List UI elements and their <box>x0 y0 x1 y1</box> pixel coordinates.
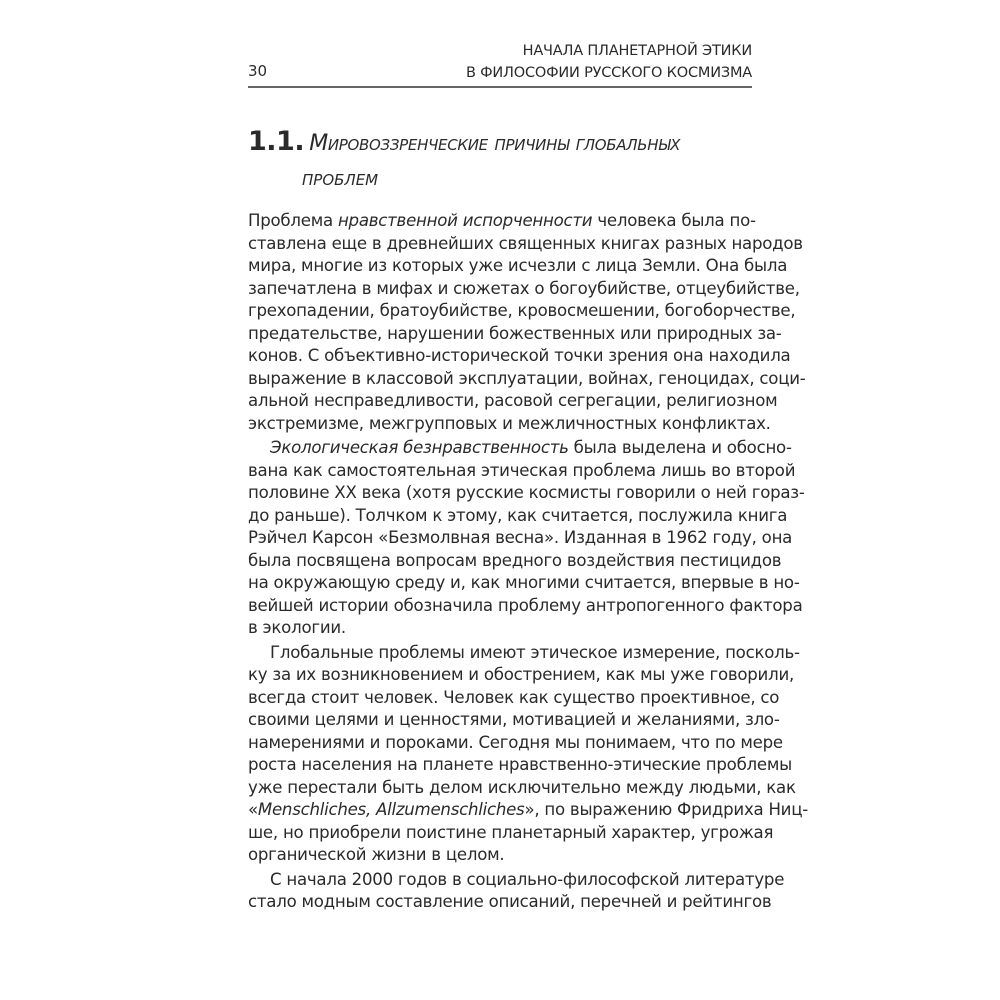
text-line <box>248 617 752 640</box>
text-segment: экстремизме, межгрупповых и межличностных конфликтах. <box>248 413 771 433</box>
text-line <box>248 642 800 665</box>
header-rule <box>248 86 752 88</box>
text-line <box>248 822 774 845</box>
text-segment: конов. С объективно-исторической точки зрения она находила <box>248 346 791 365</box>
paragraph <box>248 869 785 914</box>
text-line <box>248 278 800 301</box>
text-segment: человека была по- <box>592 211 756 230</box>
text-line <box>248 799 808 822</box>
running-header-line: НАЧАЛА ПЛАНЕТАРНОЙ ЭТИКИ <box>522 43 752 59</box>
text-segment: стало модным составление описаний, перечней и рейтингов <box>248 892 772 911</box>
page-number: 30 <box>248 62 268 80</box>
text-line <box>248 482 805 505</box>
text-line <box>248 255 788 278</box>
section-number: 1.1. <box>248 126 305 157</box>
text-segment: Глобальные проблемы имеют этическое измерение, посколь- <box>270 642 800 662</box>
text-segment: была посвящена вопросам вредного воздействия пестицидов <box>248 550 782 570</box>
emphasized-text: Menschliches, Allzumenschliches <box>257 800 525 819</box>
text-segment: половине XX века (хотя русские космисты говорили о ней гораз- <box>248 483 805 502</box>
paragraph <box>248 210 806 435</box>
text-segment: намерениями и пороками. Сегодня мы понимаем, что по мере <box>248 732 783 752</box>
text-segment: Рэйчел Карсон «Безмолвная весна». Изданная в 1962 году, она <box>248 528 793 547</box>
section-title-line2: проблем <box>302 166 379 191</box>
text-line <box>248 754 792 777</box>
text-line <box>248 437 792 460</box>
text-segment: мира, многие из которых уже исчезли с лица Земли. Она была <box>248 256 788 275</box>
text-line <box>248 709 780 732</box>
paragraph <box>248 642 808 867</box>
text-segment: ку за их возникновением и обострением, как мы уже говорили, <box>248 665 795 684</box>
text-segment: вана как самостоятельная этическая проблема лишь во второй <box>248 460 796 480</box>
text-segment: своими целями и ценностями, мотивацией и желаниями, зло- <box>248 710 780 729</box>
text-line <box>248 233 803 256</box>
text-segment: была выделена и обосно- <box>568 438 792 457</box>
text-line <box>248 210 756 233</box>
text-line <box>248 732 783 755</box>
section-title <box>309 131 680 156</box>
text-line <box>248 390 778 413</box>
text-segment: всегда стоит человек. Человек как существо проективное, со <box>248 687 780 707</box>
text-line <box>248 527 793 550</box>
text-segment: запечатлена в мифах и сюжетах о богоубийстве, отцеубийстве, <box>248 278 800 298</box>
text-segment: выражение в классовой эксплуатации, войнах, геноцидах, соци- <box>248 368 806 388</box>
text-line <box>248 572 800 595</box>
text-line <box>248 664 795 687</box>
text-line <box>248 413 771 436</box>
body-text <box>248 210 808 916</box>
text-segment: предательстве, нарушении божественных или природных за- <box>248 323 782 343</box>
text-segment: ше, но приобрели поистине планетарный характер, угрожая <box>248 822 774 842</box>
text-segment: органической жизни в целом. <box>248 845 505 864</box>
text-line <box>248 777 796 800</box>
emphasized-text: нравственной испорченности <box>337 211 593 230</box>
text-segment: на окружающую среду и, как многими считается, впервые в но- <box>248 573 800 592</box>
text-segment: », по выражению Фридриха Ниц- <box>524 800 808 819</box>
paragraph <box>248 437 805 640</box>
text-segment: Проблема <box>248 211 338 230</box>
text-segment: грехопадении, братоубийстве, кровосмешении, богоборчестве, <box>248 301 796 320</box>
text-line <box>248 345 791 368</box>
text-line <box>248 687 780 710</box>
text-line <box>248 368 806 391</box>
emphasized-text: Экологическая безнравственность <box>270 438 569 457</box>
text-line <box>248 869 785 892</box>
running-header <box>466 40 752 84</box>
text-line <box>248 505 788 528</box>
text-line <box>248 844 752 867</box>
text-segment: альной несправедливости, расовой сегрегации, религиозном <box>248 391 778 410</box>
section-heading <box>248 126 768 191</box>
text-segment: в экологии. <box>248 618 346 637</box>
text-segment: « <box>248 800 258 819</box>
text-line <box>248 323 782 346</box>
running-header-line: В ФИЛОСОФИИ РУССКОГО КОСМИЗМА <box>465 65 752 81</box>
section-title-line1: Мировоззренческие причины глобальных <box>309 131 681 156</box>
text-line <box>248 595 803 618</box>
text-segment: уже перестали быть делом исключительно между людьми, как <box>248 777 796 797</box>
text-line <box>248 300 796 323</box>
text-line <box>248 550 782 573</box>
text-line <box>248 460 796 483</box>
text-segment: роста населения на планете нравственно-этические проблемы <box>248 755 792 774</box>
text-segment: вейшей истории обозначила проблему антропогенного фактора <box>248 595 803 615</box>
text-line <box>248 891 772 914</box>
text-segment: до раньше). Толчком к этому, как считается, послужила книга <box>248 505 788 525</box>
text-segment: С начала 2000 годов в социально-философской литературе <box>270 869 785 889</box>
text-segment: ставлена еще в древнейших священных книгах разных народов <box>248 233 803 253</box>
